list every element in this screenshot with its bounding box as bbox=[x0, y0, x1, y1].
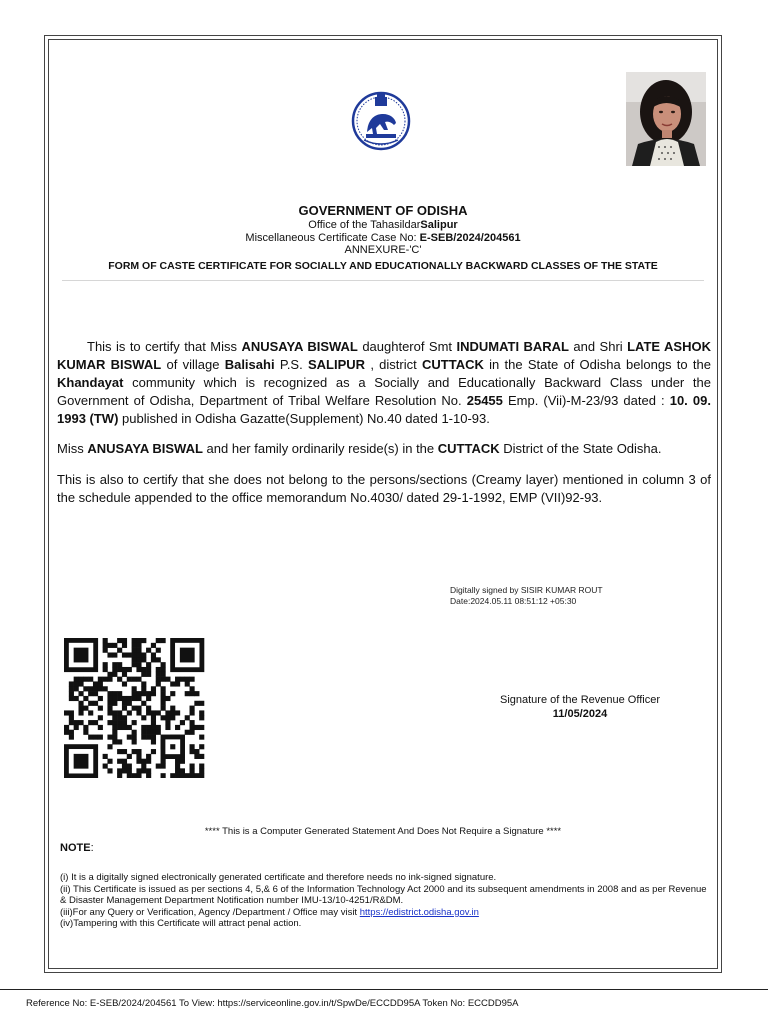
certificate-paragraph-2 bbox=[57, 440, 711, 458]
annexure-label: ANNEXURE-'C' bbox=[344, 244, 422, 256]
case-prefix: Miscellaneous Certificate Case No: bbox=[245, 231, 417, 244]
p2-district: CUTTACK bbox=[437, 441, 500, 456]
applicant-photo-icon bbox=[626, 72, 706, 166]
government-title: GOVERNMENT OF ODISHA bbox=[298, 203, 468, 218]
footer-divider bbox=[0, 989, 768, 990]
header-divider bbox=[62, 280, 704, 281]
p1-text-j: published in Odisha Gazatte(Supplement) No.40 dated 1-10-93. bbox=[122, 411, 490, 426]
office-prefix: Office of the Tahasildar bbox=[308, 219, 421, 231]
digital-signature-stamp bbox=[450, 585, 603, 607]
edistrict-link[interactable]: https://edistrict.odisha.gov.in bbox=[359, 906, 479, 918]
case-number: E-SEB/2024/204561 bbox=[419, 231, 521, 244]
p2-text-c: District of the State Odisha. bbox=[503, 441, 662, 456]
p2-text-a: Miss bbox=[57, 441, 84, 456]
community-name: Khandayat bbox=[57, 375, 124, 390]
p2-text-b: and her family ordinarily reside(s) in the bbox=[206, 441, 435, 456]
note-item-text: (iii)For any Query or Verification, Agency /Department / Office may visit bbox=[60, 906, 358, 918]
p1-text-h: community which is recognized as a Socially and Educationally Backward Class under the Government of Odisha, Department of Tribal Welfare Resolution No. bbox=[57, 375, 711, 408]
note-colon: : bbox=[90, 842, 94, 854]
odisha-emblem-icon bbox=[350, 90, 412, 152]
form-title: FORM OF CASTE CERTIFICATE FOR SOCIALLY AND EDUCATIONALLY BACKWARD CLASSES OF THE STATE bbox=[108, 259, 658, 272]
signature-date: 11/05/2024 bbox=[552, 708, 608, 720]
p1-text-b: daughterof Smt bbox=[362, 339, 453, 354]
p1-text-a: This is to certify that Miss bbox=[87, 339, 238, 354]
certificate-paragraph-1 bbox=[57, 338, 711, 428]
certificate-paragraph-3: This is also to certify that she does not belong to the persons/sections (Creamy layer) mentioned in column 3 of the schedule appended to the office memorandum No.4030/ dated 29-1-1992, EMP (VII)92-93. bbox=[57, 472, 711, 505]
police-station: SALIPUR bbox=[307, 357, 366, 372]
note-item: (ii) This Certificate is issued as per sections 4, 5,& 6 of the Information Technology Act 2000 and its subsequent amendments in 2008 and as per Revenue & Disaster Management Department Notification number IMU-13/10-4251/R&DM. bbox=[60, 883, 707, 906]
applicant-photo bbox=[626, 72, 706, 166]
p1-text-i: Emp. (Vii)-M-23/93 dated : bbox=[507, 393, 665, 408]
resolution-number: 25455 bbox=[466, 393, 503, 408]
note-heading bbox=[60, 842, 94, 854]
note-item: (i) It is a digitally signed electronically generated certificate and therefore needs no ink-signed signature. bbox=[60, 872, 497, 883]
certificate-header bbox=[48, 203, 718, 275]
applicant-name: ANUSAYA BISWAL bbox=[241, 339, 358, 354]
signature-label: Signature of the Revenue Officer bbox=[499, 694, 660, 706]
resolution-date: 10. 09. 1993 (TW) bbox=[57, 393, 711, 426]
note-item: (iv)Tampering with this Certificate will attract penal action. bbox=[60, 918, 302, 929]
p1-text-f: , district bbox=[370, 357, 417, 372]
p1-text-c: and Shri bbox=[573, 339, 623, 354]
notes-list bbox=[60, 872, 710, 930]
p1-text-d: of village bbox=[166, 357, 220, 372]
office-place: Salipur bbox=[420, 219, 458, 231]
p1-text-e: P.S. bbox=[279, 357, 303, 372]
qr-code-icon bbox=[60, 638, 208, 778]
p1-text-g: in the State of Odisha belongs to the bbox=[489, 357, 711, 372]
computer-generated-statement: **** This is a Computer Generated Statement And Does Not Require a Signature **** bbox=[204, 826, 562, 837]
case-line bbox=[48, 232, 718, 245]
digital-signed-date: Date:2024.05.11 08:51:12 +05:30 bbox=[450, 596, 577, 606]
note-item bbox=[60, 907, 710, 919]
digital-signed-by: Digitally signed by SISIR KUMAR ROUT bbox=[450, 585, 603, 595]
mother-name: INDUMATI BARAL bbox=[456, 339, 569, 354]
district-name: CUTTACK bbox=[422, 357, 484, 372]
note-label: NOTE bbox=[60, 842, 91, 854]
father-name: LATE ASHOK KUMAR BISWAL bbox=[57, 339, 711, 372]
village-name: Balisahi bbox=[224, 357, 275, 372]
office-line bbox=[48, 219, 718, 232]
reference-footer: Reference No: E-SEB/2024/204561 To View: https://serviceonline.gov.in/t/SpwDe/ECCDD95A Token No: ECCDD95A bbox=[26, 998, 519, 1009]
p2-applicant-name: ANUSAYA BISWAL bbox=[87, 441, 203, 456]
signature-block bbox=[466, 693, 694, 721]
